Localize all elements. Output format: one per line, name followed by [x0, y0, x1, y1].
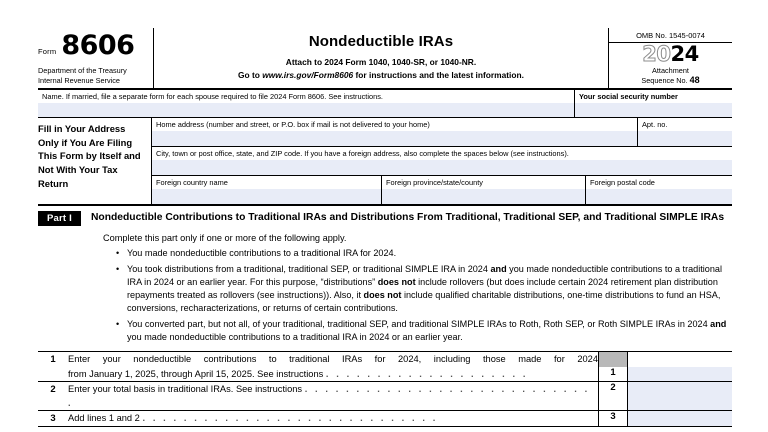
ssn-input[interactable] — [575, 103, 732, 117]
form-number-line — [38, 32, 147, 59]
part1-title: Nondeductible Contributions to Traditional IRAs and Distributions From Traditional, Traditional SEP, and Traditional SIMPLE IRAs — [90, 212, 725, 223]
home-address-row — [152, 118, 732, 147]
tax-year-block — [609, 43, 732, 86]
line-text — [68, 411, 598, 425]
list-item — [116, 318, 732, 344]
department-block — [38, 66, 147, 86]
ssn-field-label: Your social security number — [579, 91, 678, 101]
name-ssn-row — [38, 90, 732, 118]
leader-dots: . . . . . . . . . . . . . . . . . . . . . . . . . . . . . — [68, 384, 590, 408]
address-instruction-label: Fill in Your Address Only if You Are Filing This Form by Itself and Not With Your Tax Return — [38, 118, 152, 204]
bullet-text: You converted part, but not all, of your traditional, traditional SEP, and traditional SIMPLE IRAs to Roth, Roth SEP, or Roth SIMPLE IRAs in 2024 and you made nondeductible contributions to a traditional IRA in 2024 or an earlier year. — [127, 319, 727, 343]
bullet-text: You made nondeductible contributions to a traditional IRA for 2024. — [127, 248, 397, 259]
line-amount-input[interactable] — [628, 411, 732, 425]
table-row — [38, 352, 732, 366]
table-row — [38, 367, 732, 382]
foreign-province-cell — [382, 176, 586, 204]
line-amount-input[interactable] — [628, 367, 732, 381]
line-text-row1: Add lines 1 and 2 — [68, 413, 140, 424]
bullet-icon: • — [116, 248, 120, 259]
line-text — [68, 367, 598, 381]
line-amount-input[interactable] — [628, 382, 732, 410]
sequence-label: Sequence No. — [641, 76, 688, 86]
bullet-icon: • — [116, 264, 120, 275]
line-text — [68, 352, 598, 366]
line-amount-spacer — [628, 352, 732, 366]
line-box-number: 2 — [598, 382, 628, 410]
foreign-country-input[interactable] — [152, 189, 381, 204]
line-box-number: 1 — [598, 367, 628, 381]
goto-url-line — [154, 70, 608, 80]
foreign-postal-input[interactable] — [586, 189, 732, 204]
tax-year-century: 20 — [642, 42, 671, 66]
foreign-postal-cell — [586, 176, 732, 204]
sequence-number: 48 — [689, 75, 700, 86]
list-item — [116, 263, 732, 315]
foreign-province-label: Foreign province/state/county — [386, 177, 483, 187]
form-identity-block — [38, 28, 154, 88]
line-number-continued — [38, 367, 68, 381]
address-block — [38, 118, 732, 206]
form-word-label: Form — [38, 47, 57, 56]
bullet-icon: • — [116, 319, 120, 330]
form-title-block — [154, 28, 608, 88]
city-state-zip-label: City, town or post office, state, and ZIP code. If you have a foreign address, also complete the spaces below (see instructions). — [156, 148, 569, 158]
home-address-cell — [152, 118, 638, 146]
line-box-shaded — [598, 352, 628, 366]
page-title: Nondeductible IRAs — [308, 33, 454, 50]
part1-bullet-list — [116, 247, 732, 344]
name-input[interactable] — [38, 103, 574, 117]
tax-year-digits: 24 — [670, 42, 699, 66]
omb-block — [608, 28, 732, 88]
line-number: 3 — [50, 413, 56, 425]
attach-to-text: Attach to 2024 Form 1040, 1040-SR, or 1040-NR. — [285, 57, 477, 67]
apt-number-label: Apt. no. — [642, 119, 668, 129]
line-box-number: 3 — [598, 411, 628, 425]
foreign-postal-label: Foreign postal code — [590, 177, 655, 187]
department-line-1: Department of the Treasury — [38, 66, 127, 75]
home-address-input[interactable] — [152, 131, 637, 146]
irs-url-link[interactable]: www.irs.gov/Form8606 — [262, 70, 354, 80]
line-text-row2: from January 1, 2025, through April 15, 2025. See instructions — [68, 368, 324, 379]
line-text-row1: Enter your nondeductible contributions to traditional IRAs for 2024, including those made for 2024 — [68, 354, 598, 365]
foreign-address-row — [152, 176, 732, 204]
line-number: 1 — [50, 354, 56, 366]
foreign-country-cell — [152, 176, 382, 204]
foreign-country-label: Foreign country name — [156, 177, 228, 187]
ssn-field-cell — [575, 90, 732, 117]
line-text-row1: Enter your total basis in traditional IRAs. See instructions — [68, 384, 303, 395]
form-8606-page — [38, 28, 732, 427]
address-fields — [152, 118, 732, 204]
city-state-zip-cell — [152, 147, 732, 175]
line-text — [68, 382, 598, 410]
part1-header — [38, 206, 732, 226]
tax-year — [609, 44, 732, 65]
apt-number-input[interactable] — [638, 131, 732, 146]
part1-intro: Complete this part only if one or more of the following apply. — [103, 233, 347, 244]
attachment-label: Attachment — [652, 66, 689, 75]
table-row — [38, 382, 732, 411]
attachment-sequence — [609, 66, 732, 86]
city-state-zip-input[interactable] — [152, 160, 732, 175]
city-state-zip-row — [152, 147, 732, 176]
name-field-label: Name. If married, file a separate form for each spouse required to file 2024 Form 8606. See instructions. — [42, 91, 383, 101]
leader-dots: . . . . . . . . . . . . . . . . . . . . — [325, 368, 529, 379]
apt-number-cell — [638, 118, 732, 146]
bullet-text: You took distributions from a traditional, traditional SEP, or traditional SIMPLE IRA in 2024 and you made nondeductible contributions to a traditional IRA in 2024 or an earlier year. For this purpose, “distributions” does not include rollovers (but does include certain 2024 retirement plan distribution repayments treated as rollovers (see instructions)). Also, it does not include qualified charitable distributions, one-time distributions to fund an HSA, conversions, recharacterizations, or returns of certain contributions. — [127, 264, 722, 314]
goto-suffix: for instructions and the latest information. — [353, 70, 524, 80]
line-number: 2 — [50, 384, 56, 396]
foreign-province-input[interactable] — [382, 189, 585, 204]
list-item — [116, 247, 732, 260]
goto-prefix: Go to — [238, 70, 263, 80]
part1-badge: Part I — [38, 211, 81, 226]
name-field-cell — [38, 90, 575, 117]
form-number: 8606 — [61, 30, 135, 61]
department-line-2: Internal Revenue Service — [38, 75, 120, 85]
table-row — [38, 411, 732, 426]
omb-number: OMB No. 1545-0074 — [609, 28, 732, 43]
form-header — [38, 28, 732, 90]
home-address-label: Home address (number and street, or P.O. box if mail is not delivered to your home) — [156, 119, 430, 129]
line-items — [38, 351, 732, 426]
leader-dots: . . . . . . . . . . . . . . . . . . . . . . . . . . . . . — [142, 413, 438, 424]
